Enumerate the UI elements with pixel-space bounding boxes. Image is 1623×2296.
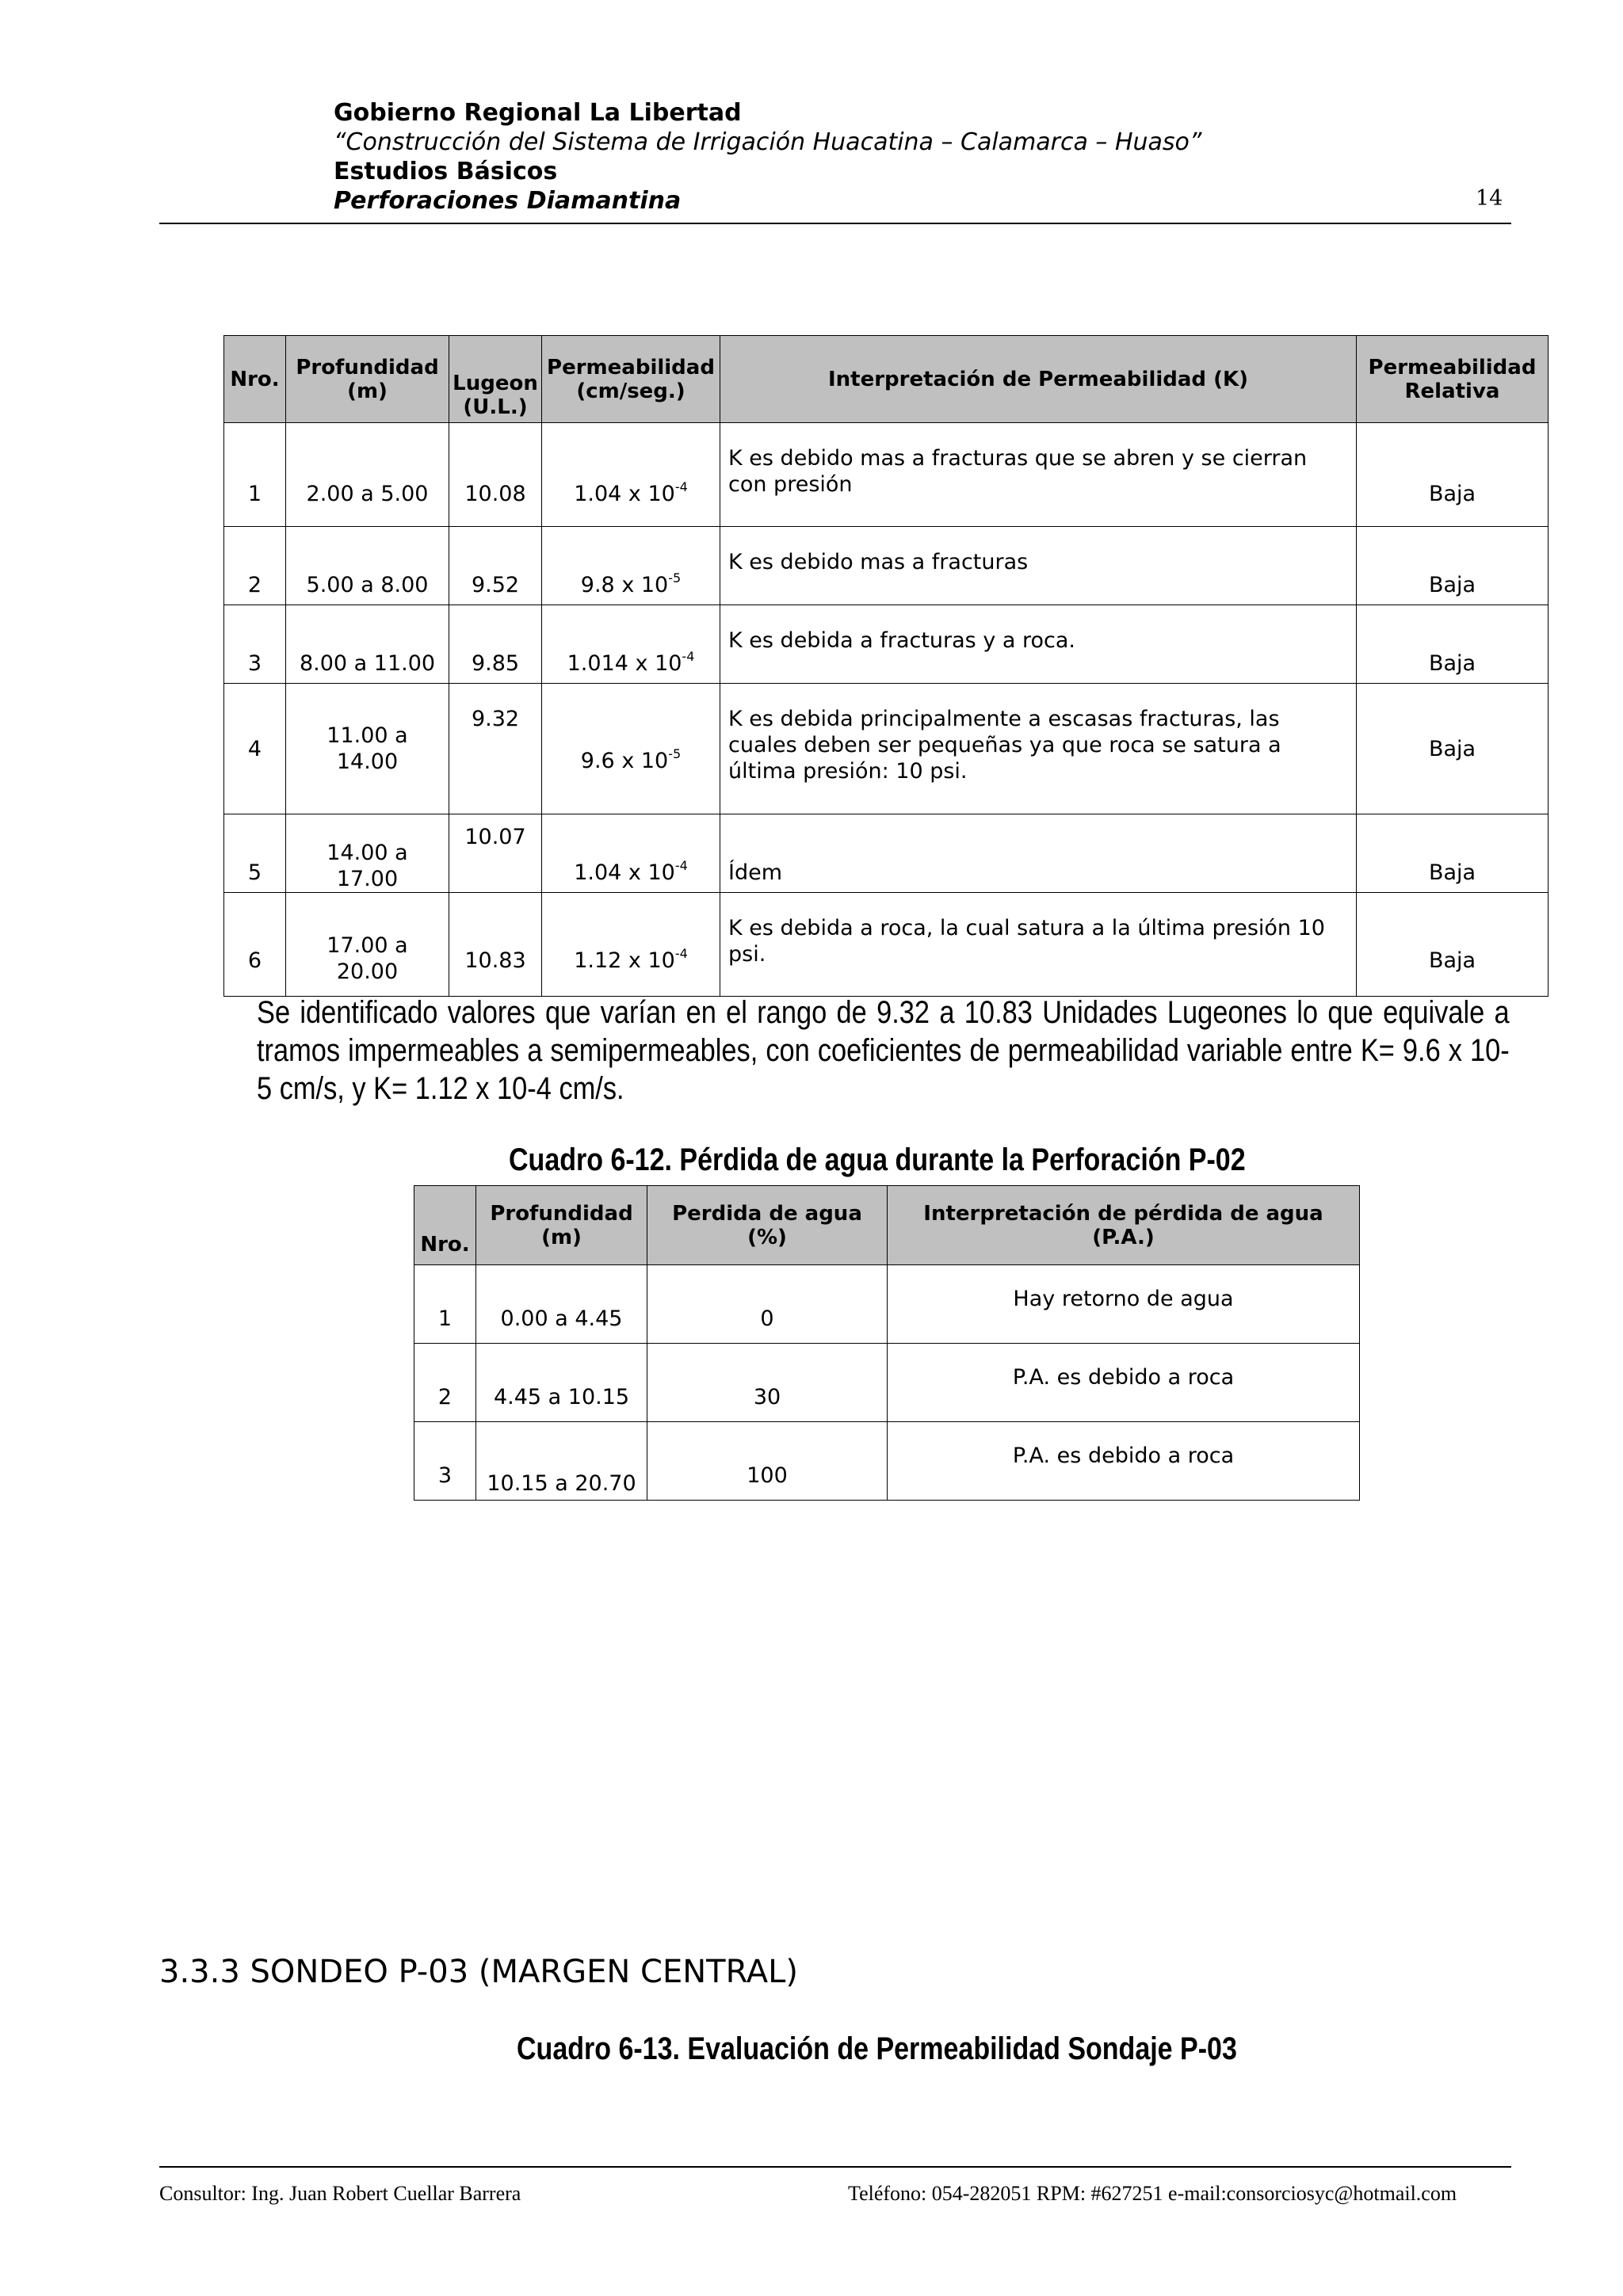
footer-divider xyxy=(159,2166,1511,2168)
cell-permeabilidad: 9.8 x $10^{-5}$ xyxy=(542,527,720,605)
table-row xyxy=(224,527,1549,605)
table-row xyxy=(224,814,1549,893)
col-header-interpretacion: Interpretación de pérdida de agua (P.A.) xyxy=(888,1186,1360,1265)
cell-lugeon: 10.07 xyxy=(449,814,542,893)
cell-permeabilidad: 1.12 x $10^{-4}$ xyxy=(542,893,720,997)
table-row xyxy=(414,1422,1360,1501)
cell-lugeon: 10.08 xyxy=(449,423,542,527)
section-heading: 3.3.3 SONDEO P-03 (MARGEN CENTRAL) xyxy=(159,1954,799,1990)
cell-interpretacion: K es debida a roca, la cual satura a la última presión 10 psi. xyxy=(720,893,1357,997)
cell-lugeon: 10.83 xyxy=(449,893,542,997)
footer-consultant: Consultor: Ing. Juan Robert Cuellar Barrera xyxy=(159,2182,521,2205)
cell-profundidad: 14.00 a 17.00 xyxy=(286,814,449,893)
table-header-row xyxy=(224,336,1549,423)
cell-interpretacion: K es debida principalmente a escasas fracturas, las cuales deben ser pequeñas ya que roca se satura a última presión: 10 psi. xyxy=(720,684,1357,814)
cell-interpretacion: K es debida a fracturas y a roca. xyxy=(720,605,1357,684)
cell-lugeon: 9.32 xyxy=(449,684,542,814)
cell-interpretacion: K es debido mas a fracturas que se abren y se cierran con presión xyxy=(720,423,1357,527)
cell-profundidad: 5.00 a 8.00 xyxy=(286,527,449,605)
cell-relativa: Baja xyxy=(1357,893,1549,997)
cell-permeabilidad: 9.6 x $10^{-5}$ xyxy=(542,684,720,814)
header-organization: Gobierno Regional La Libertad xyxy=(334,99,742,127)
cell-relativa: Baja xyxy=(1357,605,1549,684)
cell-interpretacion: P.A. es debido a roca xyxy=(888,1422,1360,1501)
cell-relativa: Baja xyxy=(1357,814,1549,893)
table-row xyxy=(224,684,1549,814)
cell-lugeon: 9.85 xyxy=(449,605,542,684)
col-header-perdida: Perdida de agua (%) xyxy=(647,1186,888,1265)
header-project-title: “Construcción del Sistema de Irrigación Huacatina – Calamarca – Huaso” xyxy=(334,128,1202,156)
col-header-permeabilidad: Permeabilidad (cm/seg.) xyxy=(542,336,720,423)
col-header-interpretacion: Interpretación de Permeabilidad (K) xyxy=(720,336,1357,423)
header-section: Perforaciones Diamantina xyxy=(334,187,682,215)
cell-nro: 2 xyxy=(414,1344,476,1422)
cell-nro: 2 xyxy=(224,527,286,605)
table-row xyxy=(224,423,1549,527)
cell-profundidad: 4.45 a 10.15 xyxy=(476,1344,647,1422)
cell-perdida: 30 xyxy=(647,1344,888,1422)
cell-nro: 5 xyxy=(224,814,286,893)
cell-relativa: Baja xyxy=(1357,527,1549,605)
col-header-nro: Nro. xyxy=(224,336,286,423)
table-row xyxy=(224,893,1549,997)
caption-cuadro-6-12: Cuadro 6-12. Pérdida de agua durante la Perforación P-02 xyxy=(509,1142,1246,1177)
header-study-type: Estudios Básicos xyxy=(334,158,558,185)
cell-profundidad: 2.00 a 5.00 xyxy=(286,423,449,527)
cell-perdida: 100 xyxy=(647,1422,888,1501)
cell-profundidad: 17.00 a 20.00 xyxy=(286,893,449,997)
table-header-row xyxy=(414,1186,1360,1265)
cell-nro: 3 xyxy=(414,1422,476,1501)
permeability-table xyxy=(223,335,1549,997)
cell-interpretacion: Ídem xyxy=(720,814,1357,893)
page-number: 14 xyxy=(1476,186,1503,211)
cell-interpretacion: Hay retorno de agua xyxy=(888,1265,1360,1344)
table-row xyxy=(414,1265,1360,1344)
cell-nro: 1 xyxy=(224,423,286,527)
cell-interpretacion: P.A. es debido a roca xyxy=(888,1344,1360,1422)
cell-relativa: Baja xyxy=(1357,423,1549,527)
cell-profundidad: 10.15 a 20.70 xyxy=(476,1422,647,1501)
col-header-nro: Nro. xyxy=(414,1186,476,1265)
cell-nro: 6 xyxy=(224,893,286,997)
cell-profundidad: 0.00 a 4.45 xyxy=(476,1265,647,1344)
col-header-relativa: Permeabilidad Relativa xyxy=(1357,336,1549,423)
cell-relativa: Baja xyxy=(1357,684,1549,814)
cell-nro: 1 xyxy=(414,1265,476,1344)
cell-lugeon: 9.52 xyxy=(449,527,542,605)
cell-permeabilidad: 1.04 x $10^{-4}$ xyxy=(542,814,720,893)
col-header-profundidad: Profundidad (m) xyxy=(286,336,449,423)
col-header-profundidad: Profundidad (m) xyxy=(476,1186,647,1265)
cell-interpretacion: K es debido mas a fracturas xyxy=(720,527,1357,605)
table-row xyxy=(224,605,1549,684)
table-row xyxy=(414,1344,1360,1422)
cell-nro: 4 xyxy=(224,684,286,814)
cell-profundidad: 11.00 a 14.00 xyxy=(286,684,449,814)
footer-contact: Teléfono: 054-282051 RPM: #627251 e-mail:consorciosyc@hotmail.com xyxy=(848,2182,1457,2205)
summary-paragraph: Se identificado valores que varían en el rango de 9.32 a 10.83 Unidades Lugeones lo que equivale a tramos impermeables a semipermeables, con coeficientes de permeabilidad variable entre K= 9.6 x 10-5 cm/s, y K= 1.12 x 10-4 cm/s. xyxy=(257,995,1510,1106)
water-loss-table xyxy=(414,1185,1360,1501)
cell-perdida: 0 xyxy=(647,1265,888,1344)
caption-cuadro-6-13: Cuadro 6-13. Evaluación de Permeabilidad Sondaje P-03 xyxy=(517,2031,1237,2066)
cell-profundidad: 8.00 a 11.00 xyxy=(286,605,449,684)
cell-nro: 3 xyxy=(224,605,286,684)
cell-permeabilidad: 1.04 x $10^{-4}$ xyxy=(542,423,720,527)
cell-permeabilidad: 1.014 x $10^{-4}$ xyxy=(542,605,720,684)
document-header xyxy=(334,98,1522,215)
col-header-lugeon: Lugeon (U.L.) xyxy=(449,336,542,423)
header-divider xyxy=(159,223,1511,224)
